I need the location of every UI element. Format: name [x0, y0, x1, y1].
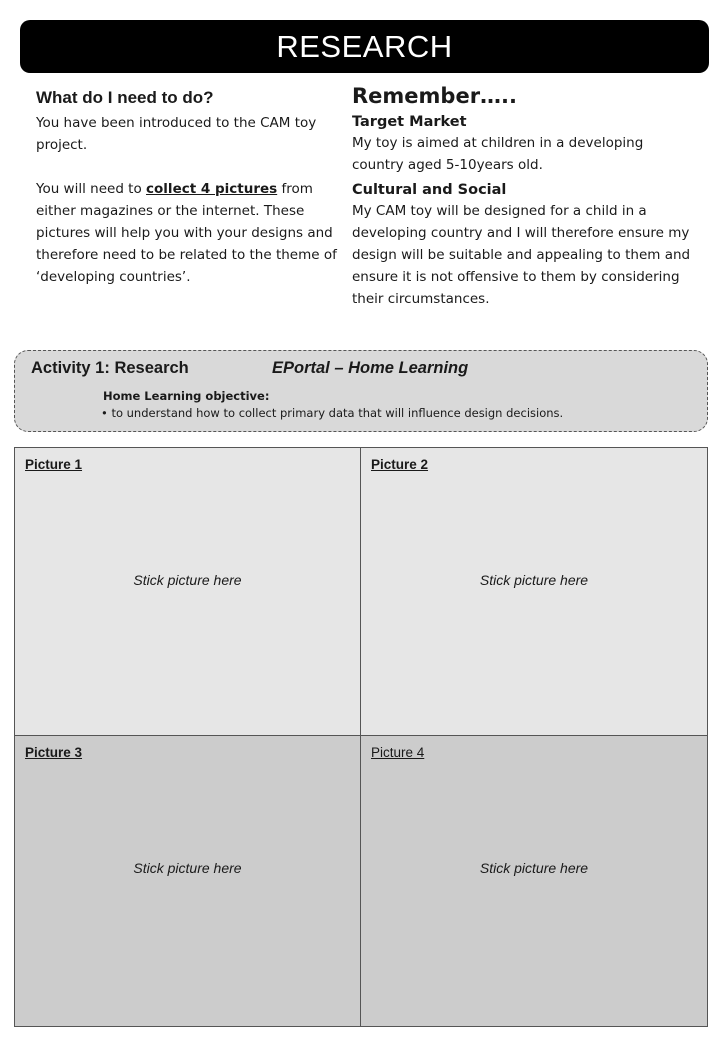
picture-placeholder-4: Stick picture here [479, 860, 589, 876]
eportal-label: EPortal – Home Learning [272, 359, 469, 377]
picture-label-4: Picture 4 [371, 745, 425, 760]
target-market-text: My toy is aimed at children in a developing country aged 5-10years old. [352, 135, 644, 173]
picture-placeholder-3: Stick picture here [133, 860, 242, 876]
picture-label-1: Picture 1 [25, 457, 83, 472]
instructions-intro: You have been introduced to the CAM toy project. [36, 115, 317, 153]
cultural-social-heading: Cultural and Social [352, 182, 507, 198]
page-title-banner [20, 20, 709, 73]
picture-cell-1 [15, 448, 361, 736]
instructions-task-suffix: from either magazines or the internet. These pictures will help you with your designs and therefore need to be related to the theme of ‘developing countries’. [36, 181, 337, 285]
page-title: RESEARCH [276, 28, 453, 64]
picture-placeholder-1: Stick picture here [133, 572, 242, 588]
picture-label-3: Picture 3 [25, 745, 83, 760]
remember-heading: Remember….. [352, 84, 518, 108]
picture-label-2: Picture 2 [371, 457, 429, 472]
activity-box [14, 350, 708, 432]
picture-cell-4 [361, 736, 707, 1026]
picture-placeholder-2: Stick picture here [479, 572, 589, 588]
instructions-task-prefix: You will need to [36, 181, 147, 197]
objective-label: Home Learning objective: [103, 389, 270, 403]
objective-text: • to understand how to collect primary data that will influence design decisions. [101, 406, 564, 420]
remember-section [352, 84, 692, 316]
activity-title: Activity 1: Research [31, 359, 189, 377]
picture-cell-2 [361, 448, 707, 736]
target-market-heading: Target Market [352, 114, 467, 130]
instructions-heading: What do I need to do? [36, 88, 214, 107]
instructions-section [36, 88, 338, 288]
cultural-social-text: My CAM toy will be designed for a child in a developing country and I will therefore ensure my design will be suitable and appealing to them and ensure it is not offensive to them by considering their circumstances. [352, 203, 691, 307]
instructions-task [36, 178, 338, 288]
picture-grid [14, 447, 708, 1027]
instructions-task-emphasis: collect 4 pictures [146, 181, 278, 197]
picture-cell-3 [15, 736, 361, 1026]
